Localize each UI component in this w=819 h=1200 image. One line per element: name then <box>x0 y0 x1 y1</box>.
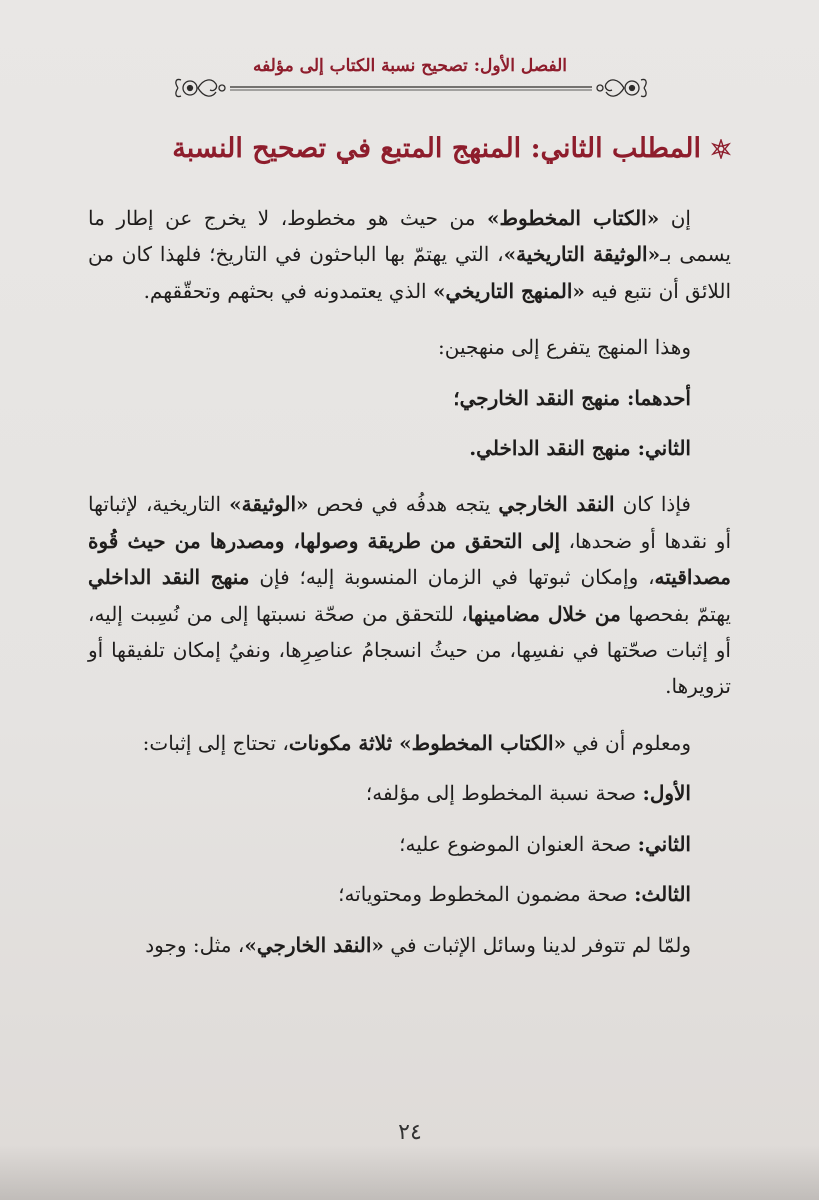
text-run: ، مثل: وجود <box>145 932 245 957</box>
paragraph-external-criticism <box>88 927 731 963</box>
bold-term: «المنهج التاريخي» <box>432 278 585 303</box>
text-run: ومعلوم أن في <box>566 730 691 755</box>
list-label: الثاني: <box>637 831 691 856</box>
text-run: ، التي يهتمّ بها الباحثون في التاريخ؛ فلهذا كان من اللائق أن نتبع فيه <box>88 242 731 303</box>
bold-term: «الوثيقة التاريخية» <box>503 242 661 267</box>
list-item <box>88 826 731 862</box>
bold-line: أحدهما: منهج النقد الخارجي؛ <box>453 385 691 410</box>
bold-term: «الكتاب المخطوط» ثلاثة مكونات <box>288 730 567 755</box>
paragraph-criticism <box>88 486 731 704</box>
paragraph-intro <box>88 200 731 309</box>
bold-term: «النقد الخارجي» <box>244 932 384 957</box>
list-label: الأول: <box>642 781 691 806</box>
floral-ornament-rule <box>172 70 650 104</box>
bold-term: «الوثيقة» <box>229 492 309 517</box>
paragraph-method-one <box>88 380 731 416</box>
bold-line: الثاني: منهج النقد الداخلي. <box>469 436 691 461</box>
text-run: من حيث هو مخطوط، لا يخرج عن إطار ما يسمى بـ <box>88 206 731 267</box>
text-run: ، للتحقق من صحّة نسبتها إلى من نُسِبت إليه، أو إثبات صحّتها في نفسِها، من حيثُ انسجامُ عناصِرِها، ونفيُ إمكان تلفيقها أو تزويرها. <box>88 601 731 699</box>
page-shadow <box>0 1145 819 1200</box>
text-run: يتجه هدفُه في فحص <box>308 492 499 517</box>
paragraph-components <box>88 725 731 761</box>
bold-term: «الكتاب المخطوط» <box>487 206 660 230</box>
bold-term: منهج النقد الداخلي <box>88 565 250 590</box>
section-title-text: المطلب الثاني: المنهج المتبع في تصحيح النسبة <box>172 133 701 164</box>
bold-term: النقد الخارجي <box>498 492 615 517</box>
text-run: فإذا كان <box>614 492 691 517</box>
section-title <box>91 133 731 164</box>
rosette-icon <box>711 139 731 159</box>
list-label: الثالث: <box>634 882 691 907</box>
paragraph-two-methods: وهذا المنهج يتفرع إلى منهجين: <box>438 335 691 360</box>
bold-term: إلى التحقق من طريقة وصولها، ومصدرها من حيث قُوة مصداقيته <box>88 528 732 590</box>
ornament-svg <box>172 70 650 104</box>
paragraph-method-two <box>88 430 731 466</box>
list-item <box>88 775 731 811</box>
list-text: صحة نسبة المخطوط إلى مؤلفه؛ <box>365 781 643 806</box>
body-text <box>88 200 731 963</box>
list-text: صحة مضمون المخطوط ومحتوياته؛ <box>338 882 635 907</box>
text-run: ، تحتاج إلى إثبات: <box>142 730 289 755</box>
text-run: ، وإمكان ثبوتها في الزمان المنسوبة إليه؛ فإن <box>249 565 655 590</box>
list-text: صحة العنوان الموضوع عليه؛ <box>399 831 638 856</box>
text-run: إن <box>659 206 691 230</box>
text-run: التاريخية، لإثباتها أو نقدها أو ضحدها، <box>88 492 732 553</box>
text-run: الذي يعتمدونه في بحثهم وتحقّقهم. <box>143 278 433 303</box>
running-header: الفصل الأول: تصحيح نسبة الكتاب إلى مؤلفه <box>252 56 568 76</box>
bold-term: من خلال مضامينها <box>467 601 621 626</box>
text-run: يهتمّ بفحصها <box>620 601 731 626</box>
page-number: ٢٤ <box>398 1120 422 1145</box>
list-item <box>88 876 731 912</box>
text-run: ولمّا لم تتوفر لدينا وسائل الإثبات في <box>383 932 691 957</box>
